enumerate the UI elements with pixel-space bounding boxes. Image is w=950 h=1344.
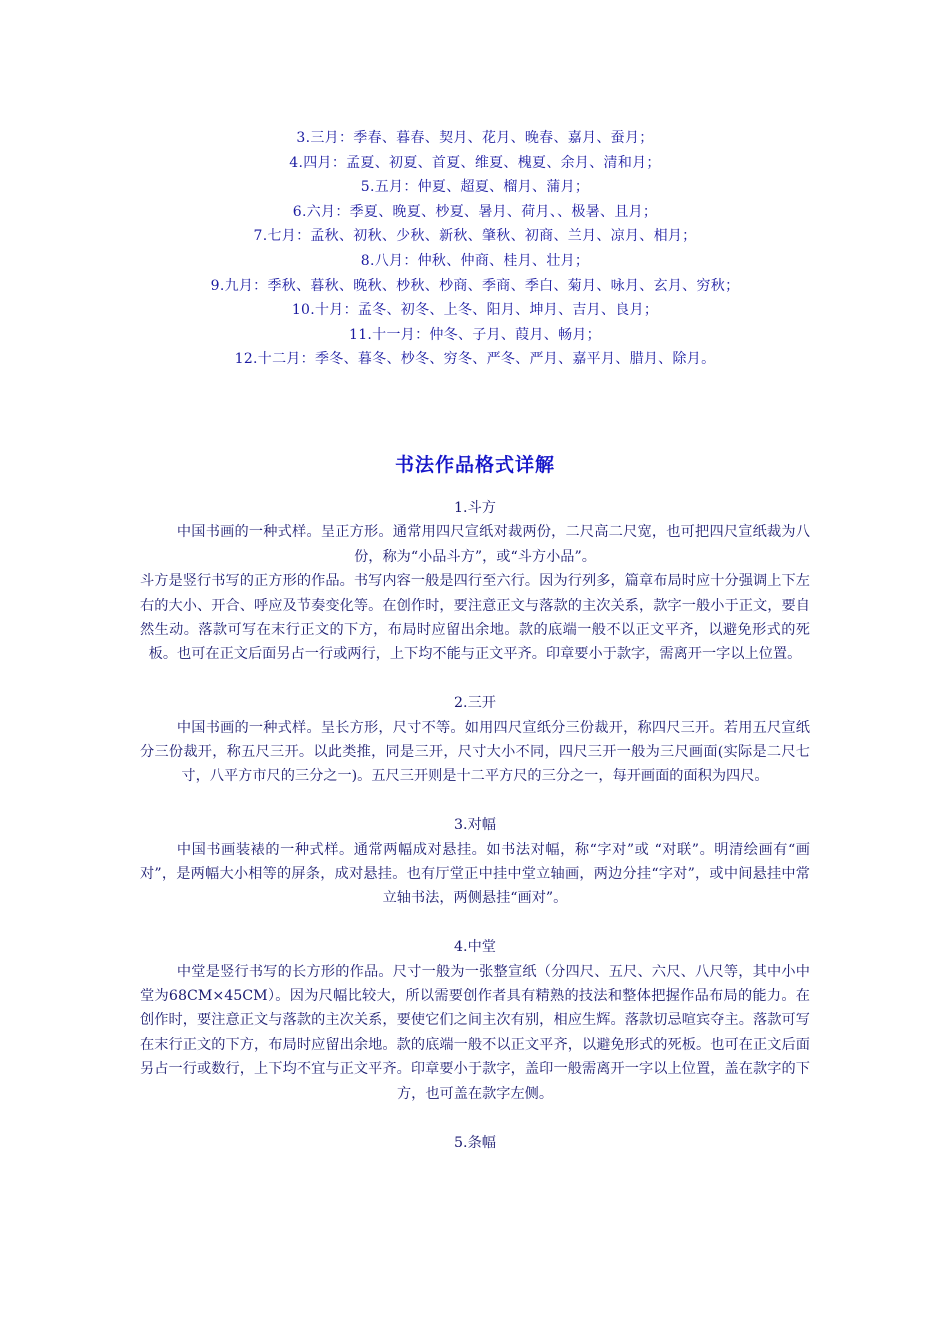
paragraph: 中国书画装裱的一种式样。通常两幅成对悬挂。如书法对幅，称“字对”或 “对联”。明清绘画有“画对”，是两幅大小相等的屏条，成对悬挂。也有厅堂正中挂中堂立轴画，两边分挂“字对”，或中间悬挂中常立轴书法，两侧悬挂“画对”。 <box>140 841 810 907</box>
paragraph: 斗方是竖行书写的正方形的作品。书写内容一般是四行至六行。因为行列多，篇章布局时应十分强调上下左右的大小、开合、呼应及节奏变化等。在创作时，要注意正文与落款的主次关系，款字一般小于正文，要自然生动。落款可写在末行正文的下方，布局时应留出余地。款的底端一般不以正文平齐，以避免形式的死板。也可在正文后面另占一行或两行，上下均不能与正文平齐。印章要小于款字，需离开一字以上位置。 <box>140 573 810 663</box>
paragraph: 中堂是竖行书写的长方形的作品。尺寸一般为一张整宣纸（分四尺、五尺、六尺、八尺等，其中小中堂为68CM×45CM）。因为尺幅比较大，所以需要创作者具有精熟的技法和整体把握作品布局的能力。在创作时，要注意正文与落款的主次关系，要使它们之间主次有别，相应生辉。落款切忌喧宾夺主。落款可写在末行正文的下方，布局时应留出余地。款的底端一般不以正文平齐，以避免形式的死板。也可在正文后面另占一行或数行，上下均不宜与正文平齐。印章要小于款字，盖印一般需离开一字以上位置，盖在款字的下方，也可盖在款字左侧。 <box>140 963 810 1102</box>
month-line: 11.十一月：仲冬、子月、葭月、畅月； <box>349 326 601 343</box>
month-line: 12.十二月：季冬、暮冬、杪冬、穷冬、严冬、严月、嘉平月、腊月、除月。 <box>234 351 716 368</box>
month-line: 10.十月：孟冬、初冬、上冬、阳月、坤月、吉月、良月； <box>291 302 659 319</box>
section-title: 书法作品格式详解 <box>394 454 555 476</box>
month-line: 4.四月：孟夏、初夏、首夏、维夏、槐夏、余月、清和月； <box>289 154 661 171</box>
month-line: 6.六月：季夏、晚夏、杪夏、暑月、荷月、、极暑、且月； <box>292 203 658 220</box>
sub-heading-duifu: 3.对幅 <box>454 817 496 834</box>
sub-heading-tiaofu: 5.条幅 <box>454 1134 496 1151</box>
month-line: 3.三月：季春、暮春、契月、花月、晚春、嘉月、蚕月； <box>296 130 654 146</box>
sub-heading-sankai: 2.三开 <box>454 695 496 712</box>
month-line: 7.七月：孟秋、初秋、少秋、新秋、肇秋、初商、兰月、凉月、相月； <box>253 228 697 245</box>
paragraph: 中国书画的一种式样。呈长方形，尺寸不等。如用四尺宣纸分三份裁开，称四尺三开。若用五尺宣纸分三份裁开，称五尺三开。以此类推，同是三开，尺寸大小不同，四尺三开一般为三尺画面(实际是二尺七寸，八平方市尺的三分之一)。五尺三开则是十二平方尺的三分之一，每开画面的面积为四尺。 <box>140 719 810 785</box>
month-line: 9.九月：季秋、暮秋、晚秋、杪秋、杪商、季商、季白、菊月、咏月、玄月、穷秋； <box>210 277 740 294</box>
article-body <box>140 496 810 1155</box>
month-line: 8.八月：仲秋、仲商、桂月、壮月； <box>360 252 590 269</box>
month-line: 5.五月：仲夏、超夏、榴月、蒲月； <box>360 179 590 196</box>
sub-heading-doufang: 1.斗方 <box>454 500 496 516</box>
sub-heading-zhongtang: 4.中堂 <box>454 939 496 956</box>
paragraph: 中国书画的一种式样。呈正方形。通常用四尺宣纸对裁两份，二尺高二尺宽，也可把四尺宣纸裁为八份，称为“小品斗方”，或“斗方小品”。 <box>176 524 810 565</box>
month-names-list <box>0 126 950 372</box>
